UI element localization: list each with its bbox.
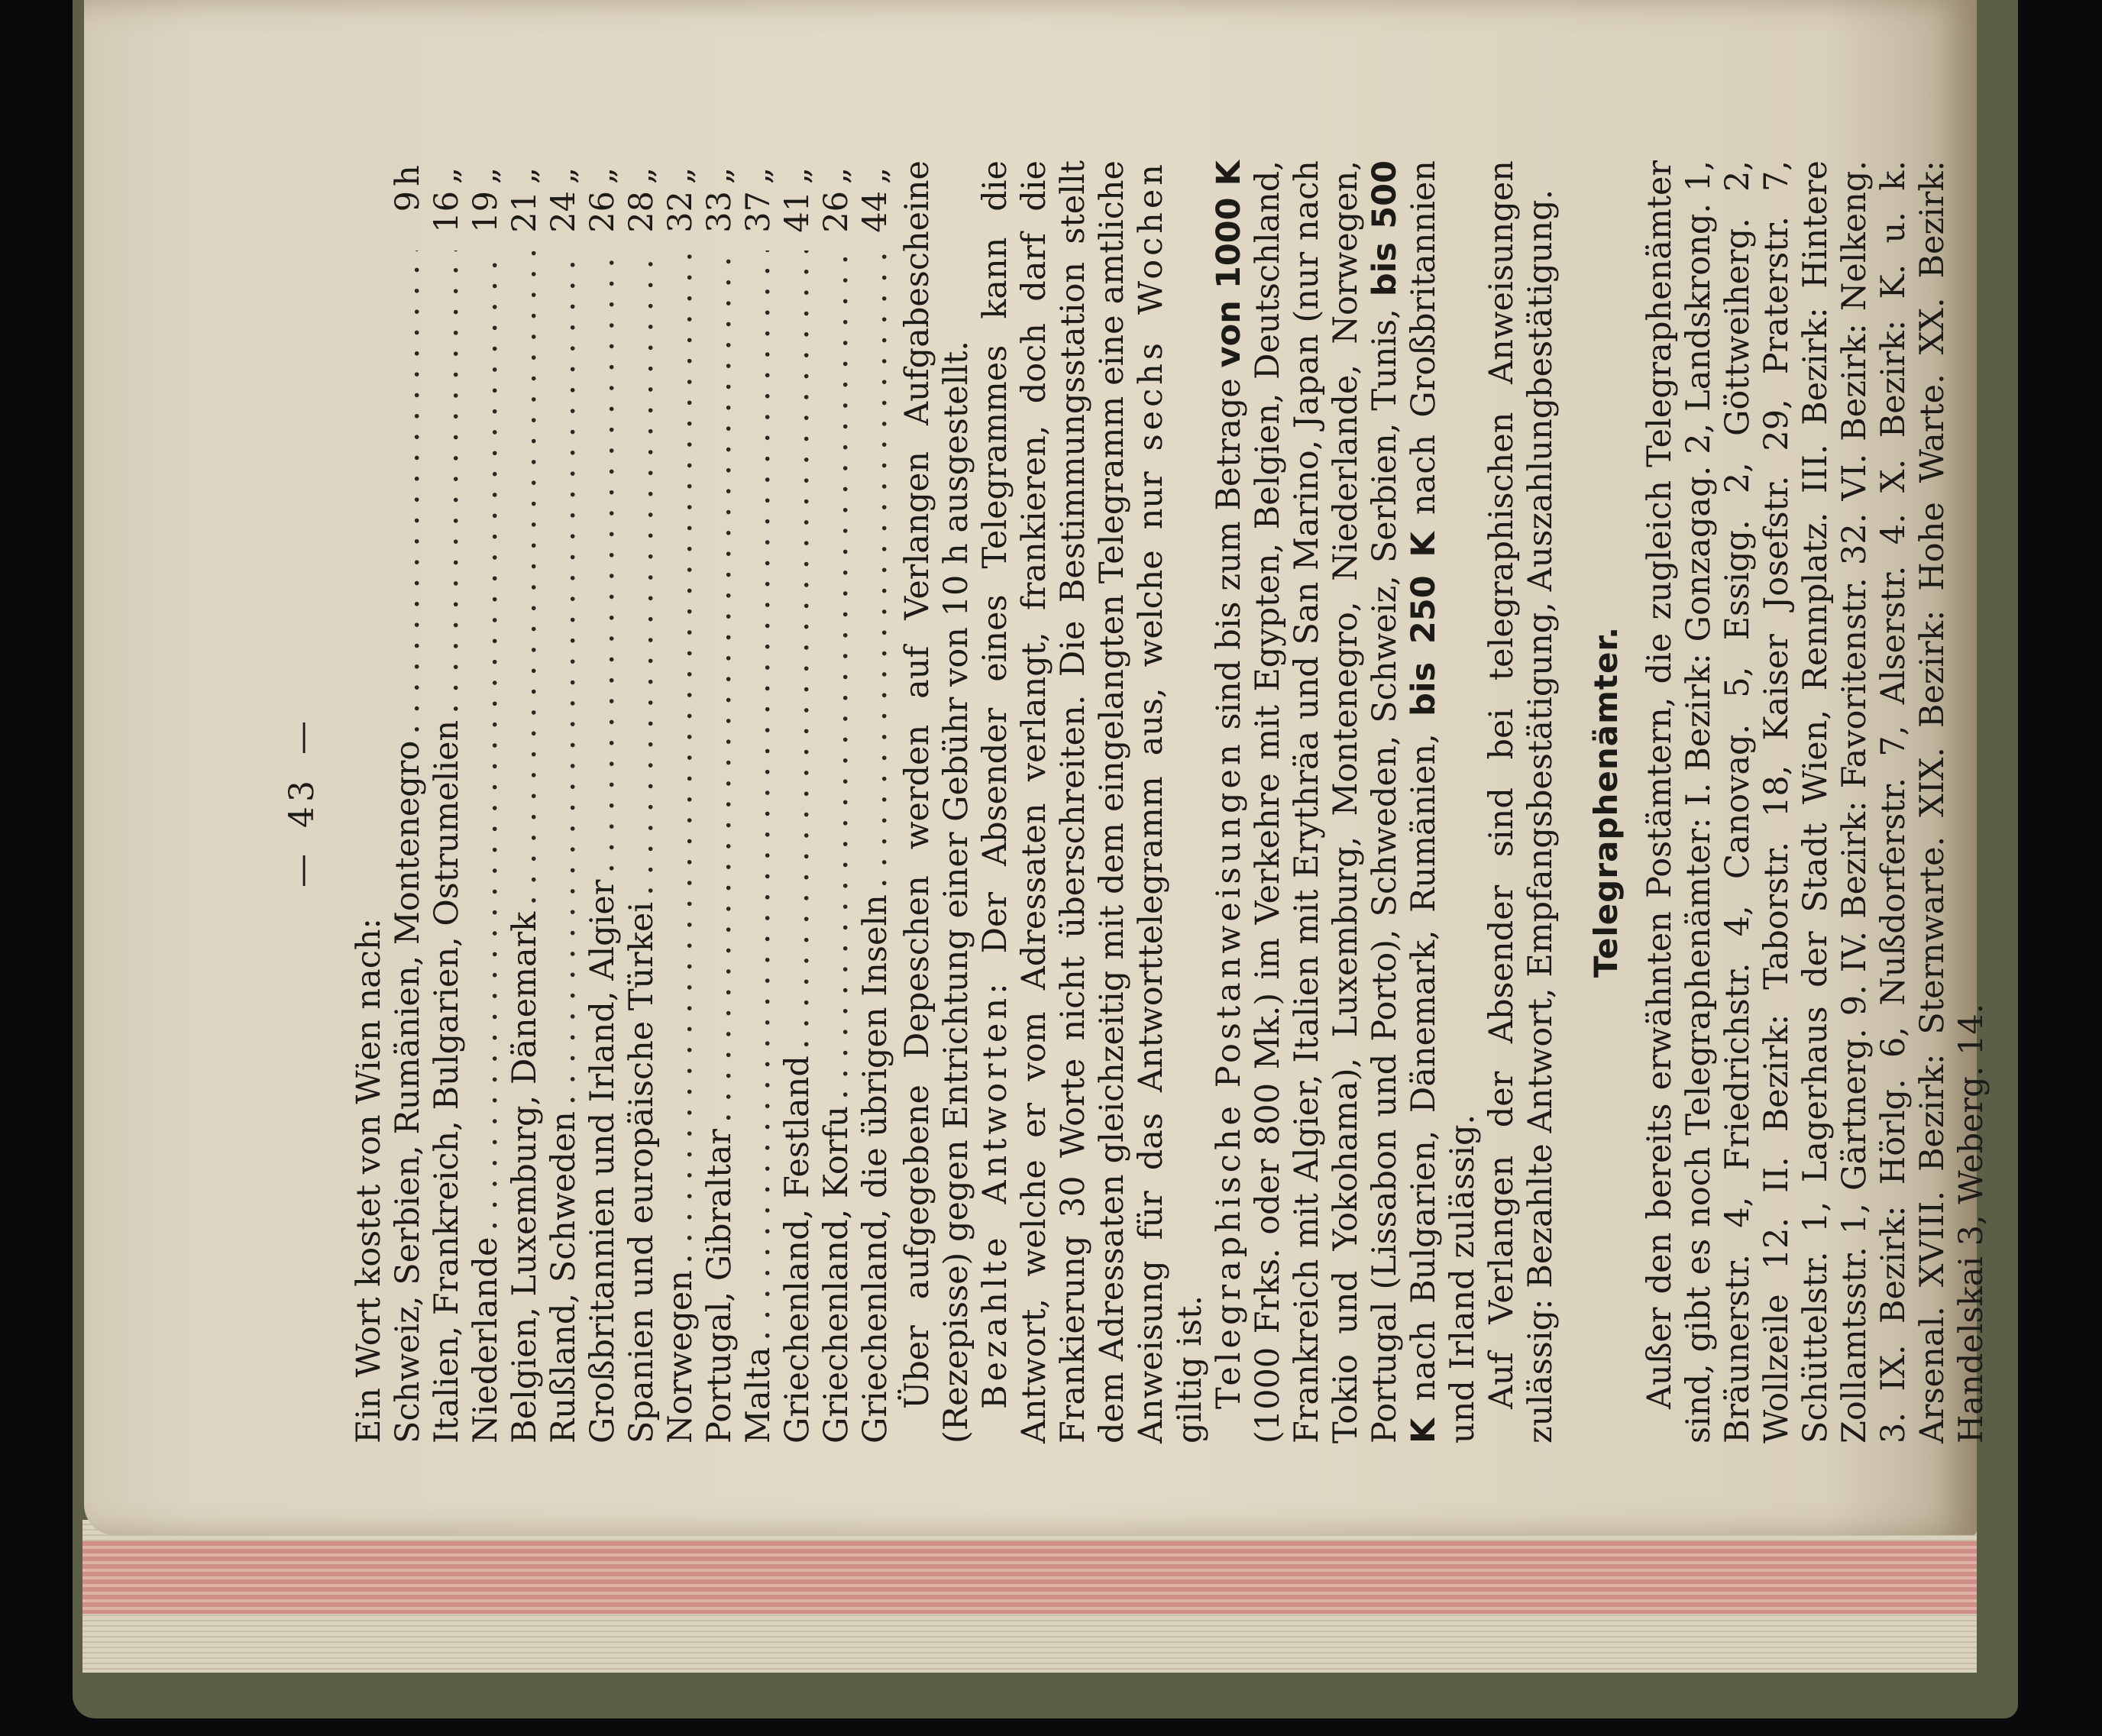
rate-row: [467, 160, 506, 1443]
page-number: —43—: [283, 716, 322, 887]
rate-unit: „: [778, 166, 817, 185]
rate-price: 44: [856, 191, 894, 233]
rate-unit: „: [700, 166, 739, 185]
paragraph-receipts: Über aufgegebene Depeschen werden auf Verlangen Aufgabescheine (Rezepisse) gegen Entrichtung einer Gebühr von 10 h ausgestellt.: [898, 160, 975, 1443]
dot-leader: [739, 251, 778, 1341]
dot-leader: [700, 251, 739, 1123]
rate-row: [584, 160, 623, 1443]
dot-leader: [623, 251, 661, 896]
book-page: [84, 0, 1990, 1535]
rate-destination: Belgien, Luxemburg, Dänemark: [506, 911, 544, 1443]
rate-row: [700, 160, 739, 1443]
rate-row: [817, 160, 856, 1443]
dot-leader: [428, 251, 467, 714]
rate-unit: „: [856, 166, 894, 185]
red-edge-stripe: [82, 1541, 1977, 1614]
dot-leader: [817, 251, 856, 1100]
rate-unit: h: [389, 165, 427, 186]
rate-list: [389, 160, 895, 1443]
rate-unit: „: [506, 166, 544, 185]
section-heading: Telegraphenämter.: [1587, 626, 1625, 978]
rate-price: 41: [778, 191, 817, 233]
rate-unit: „: [817, 166, 855, 185]
rate-destination: Großbritannien und Irland, Algier: [584, 879, 622, 1443]
rate-unit: „: [661, 166, 700, 185]
rate-price: 37: [739, 191, 778, 233]
page-body: [350, 160, 1991, 1443]
dot-leader: [545, 251, 584, 1105]
rate-destination: Rußland, Schweden: [545, 1111, 583, 1443]
rate-price: 33: [700, 191, 739, 233]
dot-leader: [856, 251, 895, 888]
rate-price: 32: [661, 191, 700, 233]
rate-destination: Spanien und europäische Türkei: [623, 901, 661, 1443]
rate-unit: „: [739, 166, 778, 185]
dot-leader: [661, 251, 700, 1264]
rate-row: [428, 160, 467, 1443]
rate-destination: Italien, Frankreich, Bulgarien, Ostrumelien: [428, 719, 466, 1443]
dot-leader: [389, 251, 428, 735]
rate-unit: „: [584, 166, 622, 185]
dot-leader: [778, 251, 817, 1049]
rate-destination: Griechenland, die übrigen Inseln: [856, 894, 894, 1443]
rate-price: 9: [389, 191, 427, 212]
rate-destination: Griechenland, Korfu: [817, 1106, 855, 1443]
rate-row: [739, 160, 778, 1443]
rates-intro: Ein Wort kostet von Wien nach:: [350, 918, 388, 1443]
rate-price: 16: [428, 191, 466, 233]
dot-leader: [584, 251, 623, 874]
rate-destination: Schweiz, Serbien, Rumänien, Montenegro: [389, 740, 427, 1443]
printed-page: [283, 160, 1990, 1443]
rate-row: [661, 160, 700, 1443]
rate-destination: Malta: [739, 1346, 778, 1443]
rate-row: [856, 160, 895, 1443]
rate-row: [545, 160, 584, 1443]
rate-row: [778, 160, 817, 1443]
rate-price: 26: [817, 191, 855, 233]
rate-unit: „: [428, 166, 466, 185]
paragraph-options: Auf Verlangen der Absender sind bei telegraphischen Anweisungen zulässig: Bezahlte Antwort, Empfangsbestätigung, Auszahlungbestätigung.: [1483, 160, 1560, 1443]
rate-price: 26: [584, 191, 622, 233]
rate-destination: Niederlande: [467, 1237, 505, 1443]
rate-unit: „: [623, 166, 661, 185]
rate-destination: Norwegen: [661, 1270, 700, 1443]
rate-row: [389, 160, 428, 1443]
dot-leader: [506, 251, 545, 906]
rate-unit: „: [467, 166, 505, 185]
rate-price: 21: [506, 191, 544, 233]
rate-row: [506, 160, 545, 1443]
rate-row: [623, 160, 661, 1443]
paragraph-offices: Außer den bereits erwähnten Postämtern, die zugleich Telegraphenämter sind, gibt es noch Telegraphenämter: I. Bezirk: Gonzagag. 2, Landskrong. 1, Bräunerstr. 4, Friedrichstr. 4, Canovag. 5, Essigg. 2, Göttweiherg. 2, Wollzeile 12. II. Bezirk: Taborstr. 18, Kaiser Josefstr. 29, Praterstr. 7, Schüttelstr. 1, Lagerhaus der Stadt Wien, Rennplatz. III. Bezirk: Hintere Zollamtsstr. 1, Gärtnerg. 9. IV. Bezirk: Favoritenstr. 32. VI. Bezirk: Nelkeng. 3. IX. Bezirk: Hörlg. 6, Nußdorferstr. 7, Alserstr. 4. X. Bezirk: K. u. k. Arsenal. XVIII. Bezirk: Sternwarte. XIX. Bezirk: Hohe Warte. XX. Bezirk: Handelskai 3, Weberg. 14.: [1641, 160, 1990, 1443]
rate-destination: Portugal, Gibraltar: [700, 1129, 739, 1443]
page-edges: [82, 1520, 1977, 1673]
rate-unit: „: [545, 166, 583, 185]
paragraph-paid-replies: Bezahlte Antworten: Der Absender eines Telegrammes kann die Antwort, welche er vom Adressaten verlangt, frankieren, doch darf die Frankierung 30 Worte nicht überschreiten. Die Bestimmungsstation stellt dem Adressaten gleichzeitig mit dem eingelangten Telegramm eine amtliche Anweisung für das Antworttelegramm aus, welche nur sechs Wochen giltig ist.: [976, 160, 1209, 1443]
rate-price: 24: [545, 191, 583, 233]
rate-price: 19: [467, 191, 505, 233]
dot-leader: [467, 251, 506, 1231]
rate-destination: Griechenland, Festland: [778, 1056, 817, 1443]
rate-price: 28: [623, 191, 661, 233]
paragraph-money-orders: Telegraphische Postanweisungen sind bis zum Betrage von 1000 K (1000 Frks. oder 800 Mk.) im Verkehre mit Egypten, Belgien, Deutschland, Frankreich mit Algier, Italien mit Erythräa und San Marino, Japan (nur nach Tokio und Yokohama), Luxemburg, Montenegro, Niederlande, Norwegen, Portugal (Lissabon und Porto), Schweden, Schweiz, Serbien, Tunis, bis 500 K nach Bulgarien, Dänemark, Rumänien, bis 250 K nach Großbritannien und Irland zulässig.: [1210, 160, 1482, 1443]
